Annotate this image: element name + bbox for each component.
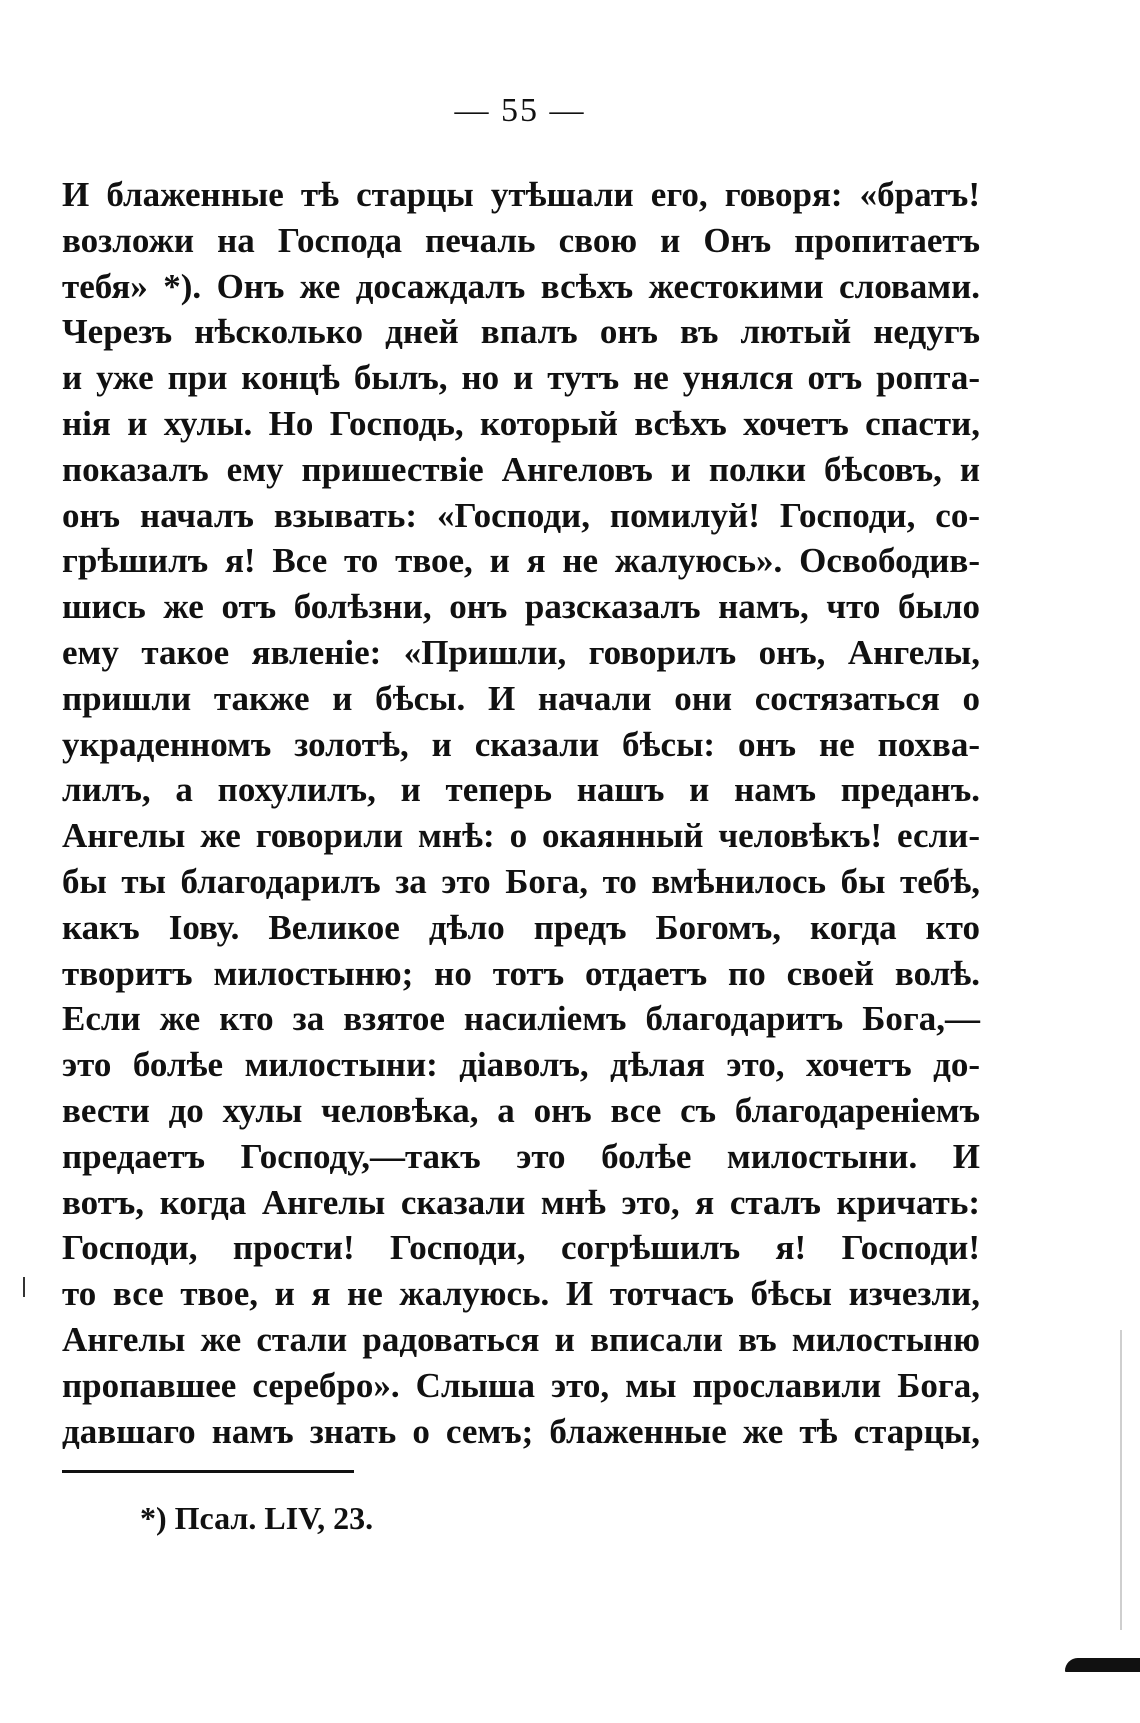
text-line: давшаго намъ знать о семъ; блаженные же тѣ старцы, <box>62 1411 980 1451</box>
text-line: нія и хулы. Но Господь, который всѣхъ хочетъ спасти, <box>62 403 980 443</box>
text-line: вести до хулы человѣка, а онъ все съ благодареніемъ <box>62 1090 980 1130</box>
page-number: — 55 — <box>454 92 586 129</box>
text-line: тебя» *). Онъ же досаждалъ всѣхъ жестокими словами. <box>62 266 980 306</box>
text-line: это болѣе милостыни: діаволъ, дѣлая это, хочетъ до- <box>62 1045 980 1085</box>
text-line: предаетъ Господу,—такъ это болѣе милостыни. И <box>62 1136 980 1176</box>
text-line: ему такое явленіе: «Пришли, говорилъ онъ, Ангелы, <box>62 632 980 672</box>
text-line: Если же кто за взятое насиліемъ благодаритъ Бога,— <box>62 999 980 1039</box>
text-line: то все твое, и я не жалуюсь. И тотчасъ бѣсы изчезли, <box>62 1274 980 1314</box>
text-line: Черезъ нѣсколько дней впалъ онъ въ лютый недугъ <box>62 312 980 352</box>
text-line: бы ты благодарилъ за это Бога, то вмѣнилось бы тебѣ, <box>62 861 980 901</box>
text-line: пришли также и бѣсы. И начали они состязаться о <box>62 678 980 718</box>
footnote-divider <box>62 1470 354 1473</box>
text-line: И блаженные тѣ старцы утѣшали его, говоря: «братъ! <box>62 175 980 214</box>
margin-mark <box>23 1277 25 1297</box>
text-line: Ангелы же стали радоваться и вписали въ милостыню <box>62 1319 980 1359</box>
text-line: шись же отъ болѣзни, онъ разсказалъ намъ, что было <box>62 587 980 627</box>
text-line: возложи на Господа печаль свою и Онъ пропитаетъ <box>62 220 980 260</box>
text-line: и уже при концѣ былъ, но и тутъ не унялся отъ ропта- <box>62 358 980 398</box>
body-text <box>62 172 980 1454</box>
text-line: пропавшее серебро». Слыша это, мы прославили Бога, <box>62 1365 980 1405</box>
text-line: творитъ милостыню; но тотъ отдаетъ по своей волѣ. <box>62 953 980 993</box>
text-line: вотъ, когда Ангелы сказали мнѣ это, я сталъ кричать: <box>62 1182 980 1222</box>
text-line: лилъ, а похулилъ, и теперь нашъ и намъ преданъ. <box>62 770 980 810</box>
text-line: Господи, прости! Господи, согрѣшилъ я! Господи! <box>62 1228 980 1268</box>
text-line: украденномъ золотѣ, и сказали бѣсы: онъ не похва- <box>62 724 980 764</box>
text-line: Ангелы же говорили мнѣ: о окаянный человѣкъ! если- <box>62 816 980 856</box>
text-line: грѣшилъ я! Все то твое, и я не жалуюсь». Освободив- <box>62 541 980 581</box>
footnote: *) Псал. LIV, 23. <box>140 1500 374 1536</box>
scan-edge-line <box>1120 1330 1122 1630</box>
scan-artifact <box>1065 1658 1140 1672</box>
text-line: онъ началъ взывать: «Господи, помилуй! Господи, со- <box>62 495 980 535</box>
text-line: какъ Іову. Великое дѣло предъ Богомъ, когда кто <box>62 907 980 947</box>
text-line: показалъ ему пришествіе Ангеловъ и полки бѣсовъ, и <box>62 449 980 489</box>
